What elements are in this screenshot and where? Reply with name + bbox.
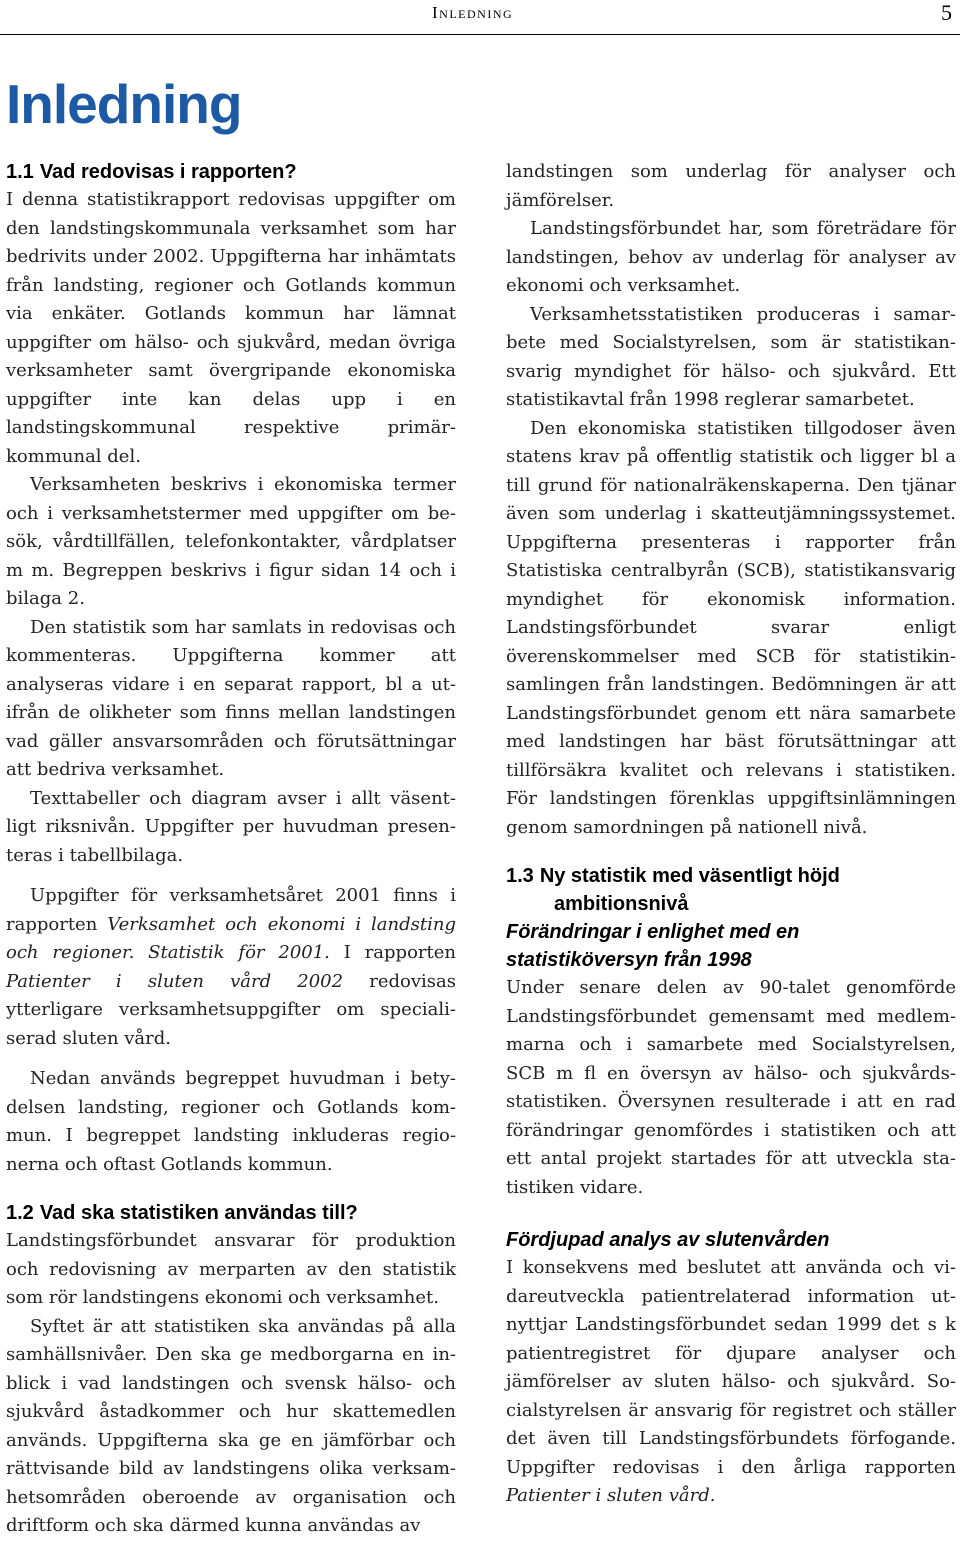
text-run: redovisas ytterligare verksamhetsuppgifter om specialiserad sluten vård. [6, 970, 456, 1049]
paragraph: Landstingsförbundet ansvarar för produktion och redovisning av merparten av den statistik som rör landstingens ekonomi och verksamhet. [6, 1230, 456, 1308]
paragraph: Under senare delen av 90-talet genomförde Landstingsförbundet gemensamt med medlemmarna och i samarbete med Socialstyrelsen, SCB m fl en översyn av hälso- och sjukvårdsstatistiken. Översynen resulterade i att en rad förändringar genomfördes i statistiken och att ett antal projekt startades för att utveckla statistiken vidare. [506, 977, 956, 1198]
paragraph: Den ekonomiska statistiken tillgodoser även statens krav på offentlig statistik och ligger bl a till grund för nationalräkenskaperna. Den tjänar även som underlag i skatteutjämningssystemet. Uppgifterna presenteras i rapporter från Statistiska centralbyrån (SCB), statistikansvarig myndighet för ekonomisk information. Landstingsförbundet svarar enligt överenskommelser med SCB för statistikinsamlingen från landstingen. Bedömningen är att Landstingsförbundet genom ett nära samarbete med landstingen har bäst förutsättningar att tillförsäkra kvalitet och relevans i statistiken. För landstingen förenklas uppgiftsinlämningen genom samordningen på nationell nivå. [506, 417, 956, 838]
section-number: 1.2 [6, 1202, 34, 1224]
running-header [0, 0, 960, 35]
section-number: 1.1 [6, 161, 34, 183]
paragraph: landstingen som underlag för analyser och jämförelser. [506, 161, 956, 211]
section-heading-1-3 [506, 862, 956, 918]
paragraph: Landstingsförbundet har, som företrädare för landstingen, behov av underlag för analyser av ekonomi och verksamhet. [506, 218, 956, 296]
section-title: Ny statistik med väsentligt höjd ambitionsnivå [539, 865, 840, 915]
paragraph: Den statistik som har samlats in redovisas och kommenteras. Uppgifterna kommer att analyseras vidare i en separat rapport, bl a utifrån de olikheter som finns mellan landstingen vad gäller ansvarsområden och förutsättningar att bedriva verksamhet. [6, 616, 456, 780]
report-title: Patienter i sluten vård 2002 [6, 970, 344, 992]
paragraph: Verksamhetsstatistiken produceras i samarbete med Socialstyrelsen, som är statistikansvarig myndighet för hälso- och sjukvård. Ett statistikavtal från 1998 reglerar samarbetet. [506, 303, 956, 410]
section-title: Vad ska statistiken användas till? [39, 1202, 358, 1224]
left-column [6, 158, 456, 1541]
running-title: Inledning [432, 3, 514, 22]
report-title: Patienter i sluten vård. [506, 1485, 716, 1506]
paragraph: Verksamheten beskrivs i ekonomiska termer och i verksamhetstermer med uppgifter om besök, vårdtillfällen, telefonkontakter, vårdplatser m m. Begreppen beskrivs i figur sidan 14 och i bilaga 2. [6, 474, 456, 609]
section-heading-1-1 [6, 158, 456, 186]
section-title: Vad redovisas i rapporten? [39, 161, 297, 183]
paragraph: Texttabeller och diagram avser i allt väsentligt riksnivån. Uppgifter per huvudman presenteras i tabellbilaga. [6, 787, 456, 866]
subheading: Fördjupad analys av slutenvården [506, 1229, 830, 1251]
right-column [506, 158, 956, 1511]
paragraph [6, 882, 456, 1053]
paragraph: Nedan används begreppet huvudman i betydelsen landsting, regioner och Gotlands kommun. I begreppet landsting inkluderas regionerna och oftast Gotlands kommun. [6, 1068, 456, 1175]
paragraph: Syftet är att statistiken ska användas på alla samhällsnivåer. Den ska ge medborgarna en inblick i vad landstingen och svensk hälso- och sjukvård åstadkommer och hur skattemedlen används. Uppgifterna ska ge en jämförbar och rättvisande bild av landstingens olika verksamhetsområden oberoende av organisation och driftform och ska därmed kunna användas av [6, 1315, 456, 1536]
subheading: Förändringar i enlighet med en statistiköversyn från 1998 [506, 921, 800, 971]
text-run: I konsekvens med beslutet att använda och vidareutveckla patientrelaterad information utnyttjar Landstingsförbundet sedan 1999 det s k patientregistret för djupare analyser och jämförelser av sluten hälso- och sjukvård. Socialstyrelsen är ansvarig för registret och ställer det även till Landstingsförbundets förfogande. Uppgifter redovisas i den årliga rapporten [506, 1257, 956, 1478]
report-title: Verksamhet och ekonomi i landsting och regioner. Statistik för 2001. [6, 913, 456, 963]
text-run: Uppgifter för verksamhetsåret 2001 finns i rapporten [6, 885, 456, 935]
page-number: 5 [941, 0, 952, 25]
section-number: 1.3 [506, 865, 534, 887]
chapter-title: Inledning [6, 73, 242, 135]
section-heading-1-2 [6, 1199, 456, 1227]
text-run: I rapporten [329, 942, 457, 963]
paragraph: I denna statistikrapport redovisas uppgifter om den landstingskommunala verksamhet som har bedrivits under 2002. Uppgifterna har inhämtats från landsting, regioner och Gotlands kommun via enkäter. Gotlands kommun har lämnat uppgifter om hälso- och sjukvård, medan övriga verksamheter samt övergripande ekonomiska uppgifter inte kan delas upp i en landstingskommunal respektive primärkommunal del. [6, 189, 456, 467]
paragraph [506, 1254, 956, 1511]
